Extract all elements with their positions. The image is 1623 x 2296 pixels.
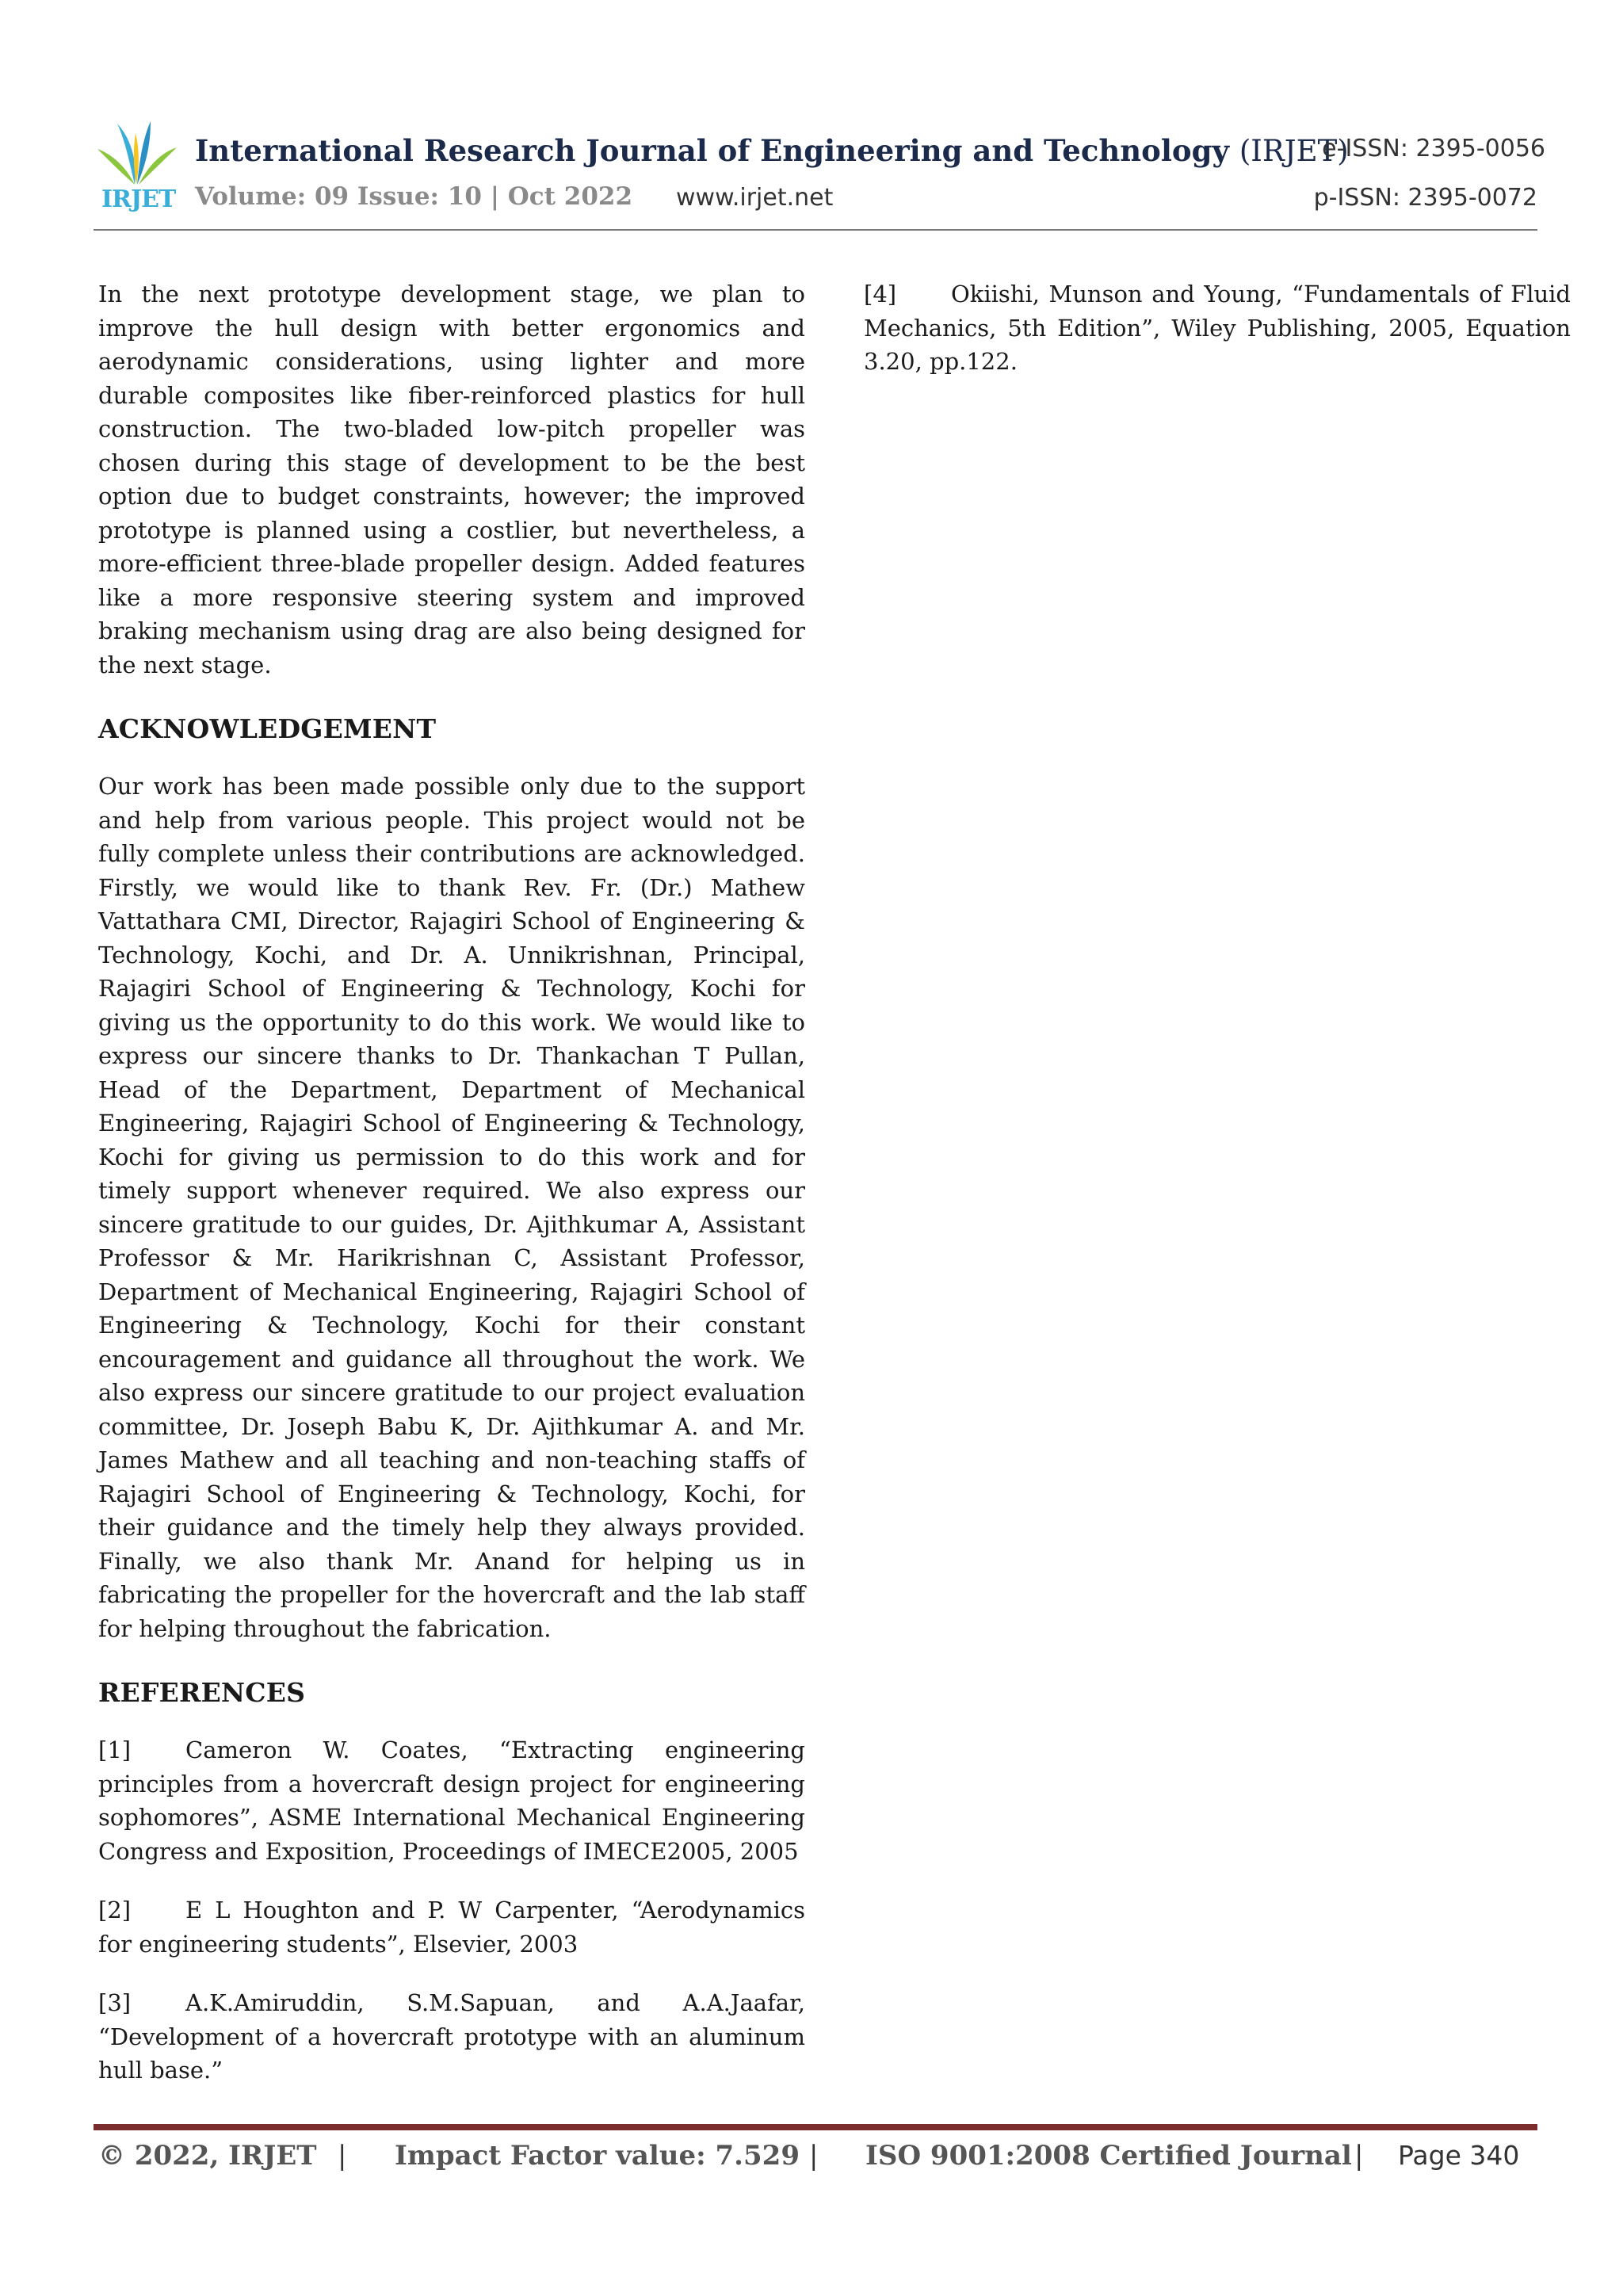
- pissn: p-ISSN: 2395-0072: [1313, 184, 1537, 212]
- footer-copyright: © 2022, IRJET: [98, 2140, 317, 2172]
- footer-iso: ISO 9001:2008 Certified Journal: [865, 2140, 1352, 2172]
- acknowledgement-heading: ACKNOWLEDGEMENT: [98, 713, 437, 744]
- reference-text: E L Houghton and P. W Carpenter, “Aerodynamics for engineering students”, Elsevier, 2003: [98, 1897, 805, 1958]
- footer-separator: |: [1354, 2140, 1364, 2172]
- footer-separator: |: [338, 2140, 347, 2172]
- journal-abbr: (IRJET): [1239, 134, 1349, 168]
- reference-number: [1]: [98, 1736, 132, 1763]
- journal-title: [195, 133, 1349, 168]
- footer-impact-factor: Impact Factor value: 7.529: [395, 2140, 800, 2172]
- reference-item: [98, 1733, 805, 1868]
- header-divider: [94, 229, 1537, 231]
- right-column: [864, 277, 1571, 404]
- reference-text: Cameron W. Coates, “Extracting engineering principles from a hovercraft design project for engineering sophomores”, ASME International Mechanical Engineering Congress and Exposition, Proceedings of IMECE2005, 2005: [98, 1736, 805, 1865]
- footer-separator: |: [809, 2140, 819, 2172]
- reference-item: [98, 1986, 805, 2088]
- footer-divider: [94, 2124, 1537, 2130]
- reference-text: Okiishi, Munson and Young, “Fundamentals of Fluid Mechanics, 5th Edition”, Wiley Publishing, 2005, Equation 3.20, pp.122.: [864, 281, 1571, 375]
- leaf-icon: [94, 117, 181, 189]
- eissn: e-ISSN: 2395-0056: [1322, 135, 1545, 162]
- reference-item: [864, 277, 1571, 379]
- logo-text: IRJET: [101, 185, 176, 213]
- journal-title-text: International Research Journal of Engineering and Technology: [195, 133, 1229, 168]
- page-header: [94, 117, 1545, 236]
- website-link[interactable]: www.irjet.net: [676, 184, 834, 212]
- intro-paragraph: In the next prototype development stage, we plan to improve the hull design with better ergonomics and aerodynamic considerations, using lighter and more durable composites like fiber-reinforced plastics for hull construction. The two-bladed low-pitch propeller was chosen during this stage of development to be the best option due to budget constraints, however; the improved prototype is planned using a costlier, but nevertheless, a more-efficient three-blade propeller design. Added features like a more responsive steering system and improved braking mechanism using drag are also being designed for the next stage.: [98, 281, 805, 678]
- reference-number: [2]: [98, 1897, 132, 1924]
- irjet-logo: [94, 117, 181, 212]
- page-number: Page 340: [1398, 2140, 1520, 2171]
- page-footer: [98, 2140, 1534, 2179]
- volume-issue: Volume: 09 Issue: 10 | Oct 2022: [195, 182, 633, 211]
- references-heading: REFERENCES: [98, 1677, 306, 1708]
- reference-number: [4]: [864, 281, 897, 308]
- left-column: [98, 277, 805, 2113]
- acknowledgement-paragraph: Our work has been made possible only due to the support and help from various people. This project would not be fully complete unless their contributions are acknowledged. Firstly, we would like to thank Rev. Fr. (Dr.) Mathew Vattathara CMI, Director, Rajagiri School of Engineering & Technology, Kochi, and Dr. A. Unnikrishnan, Principal, Rajagiri School of Engineering & Technology, Kochi for giving us the opportunity to do this work. We would like to express our sincere thanks to Dr. Thankachan T Pullan, Head of the Department, Department of Mechanical Engineering, Rajagiri School of Engineering & Technology, Kochi for giving us permission to do this work and for timely support whenever required. We also express our sincere gratitude to our guides, Dr. Ajithkumar A, Assistant Professor & Mr. Harikrishnan C, Assistant Professor, Department of Mechanical Engineering, Rajagiri School of Engineering & Technology, Kochi for their constant encouragement and guidance all throughout the work. We also express our sincere gratitude to our project evaluation committee, Dr. Joseph Babu K, Dr. Ajithkumar A. and Mr. James Mathew and all teaching and non-teaching staffs of Rajagiri School of Engineering & Technology, Kochi, for their guidance and the timely help they always provided. Finally, we also thank Mr. Anand for helping us in fabricating the propeller for the hovercraft and the lab staff for helping throughout the fabrication.: [98, 773, 805, 1642]
- reference-item: [98, 1893, 805, 1961]
- reference-text: A.K.Amiruddin, S.M.Sapuan, and A.A.Jaafar, “Development of a hovercraft prototype with an aluminum hull base.”: [98, 1989, 805, 2084]
- reference-number: [3]: [98, 1989, 132, 2016]
